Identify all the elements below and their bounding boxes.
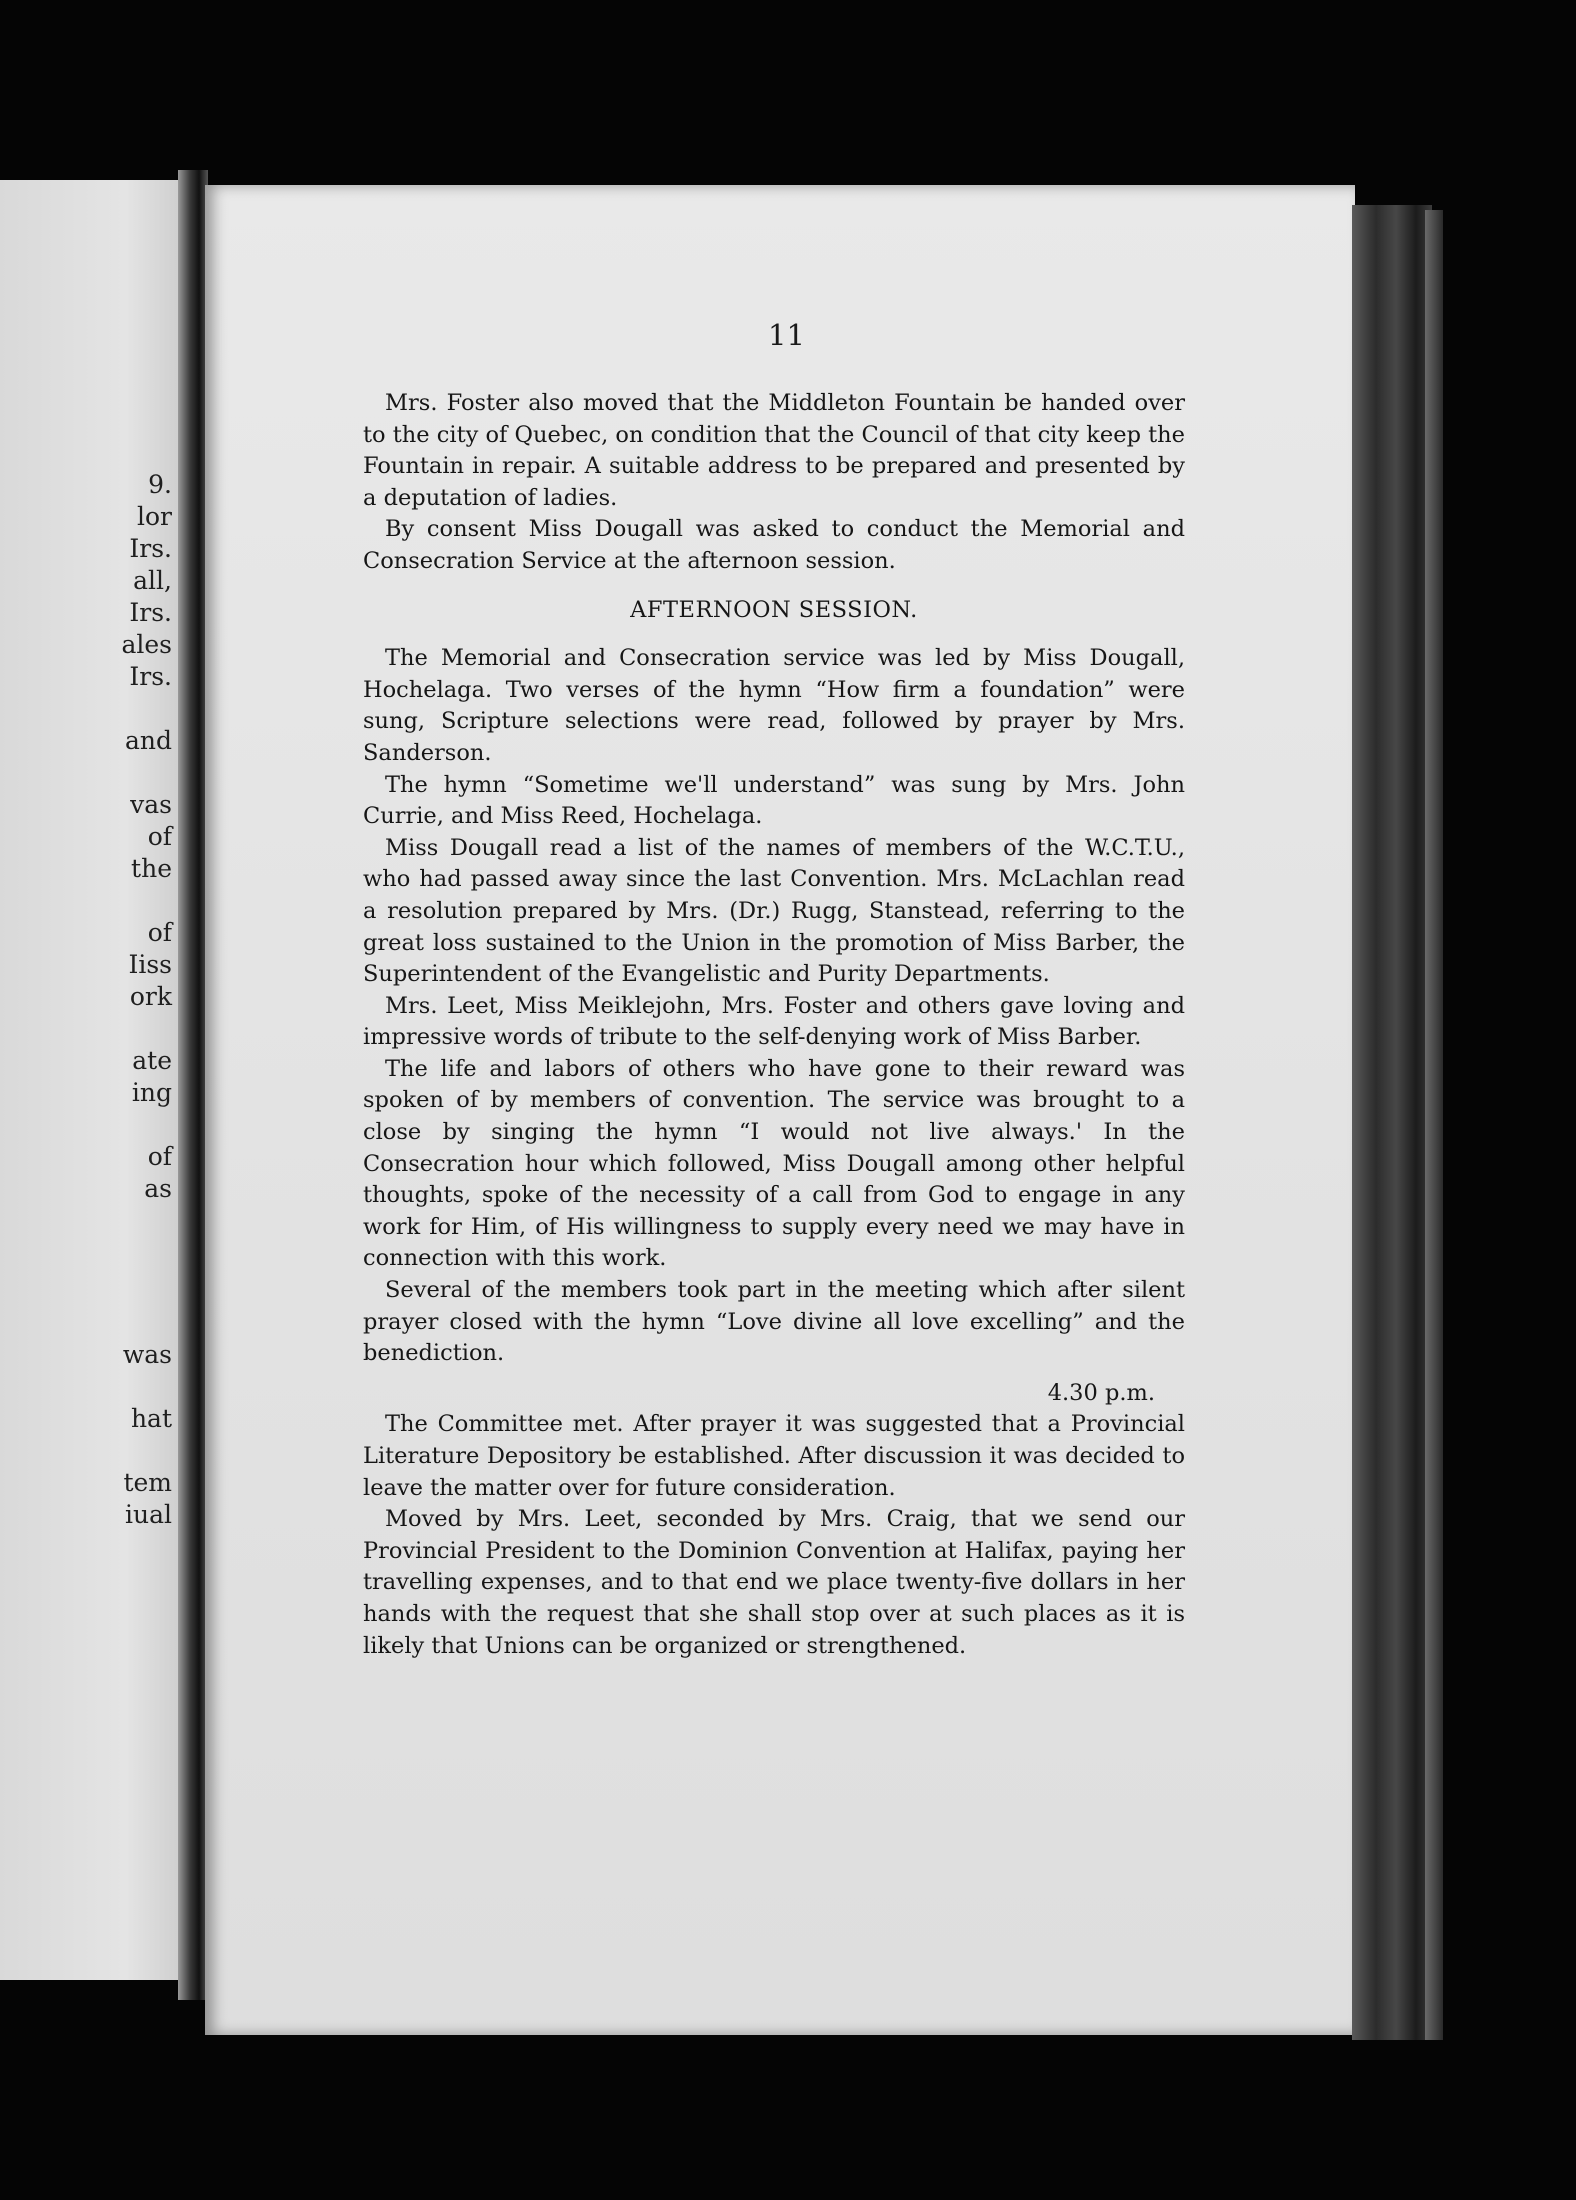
paragraph: Mrs. Leet, Miss Meiklejohn, Mrs. Foster and others gave loving and impressive words of tribute to the self-denying work of Miss Barber. xyxy=(363,992,1185,1051)
left-page-text-fragment: ales xyxy=(121,630,172,659)
previous-page xyxy=(0,180,180,1980)
paragraph: Mrs. Foster also moved that the Middleton Fountain be handed over to the city of Quebec, on condition that the Council of that city keep the Fountain in repair. A suitable address to be prepared and presented by a deputation of ladies. xyxy=(363,390,1185,511)
left-page-text-fragment: ing xyxy=(131,1078,172,1107)
left-page-text-fragment: all, xyxy=(133,566,172,595)
book-gutter xyxy=(178,170,208,2000)
left-page-text-fragment: Irs. xyxy=(129,662,172,691)
page-number: 11 xyxy=(768,318,805,352)
paragraph: Several of the members took part in the meeting which after silent prayer closed with the hymn “Love divine all love excelling” and the benediction. xyxy=(363,1277,1185,1367)
left-page-text-fragment: Iiss xyxy=(128,950,172,979)
paragraph: The Memorial and Consecration service was led by Miss Dougall, Hochelaga. Two verses of the hymn “How firm a foundation” were sung, Scripture selections were read, followed by prayer by Mrs. Sanderson. xyxy=(363,645,1185,766)
left-page-text-fragment: and xyxy=(124,726,172,755)
left-page-text-fragment: the xyxy=(131,854,172,883)
paragraph: The hymn “Sometime we'll understand” was sung by Mrs. John Currie, and Miss Reed, Hochelaga. xyxy=(363,771,1185,830)
paragraph: Miss Dougall read a list of the names of members of the W.C.T.U., who had passed away since the last Convention. Mrs. McLachlan read a resolution prepared by Mrs. (Dr.) Rugg, Stanstead, referring to the great loss sustained to the Union in the promotion of Miss Barber, the Superintendent of the Evangelistic and Purity Departments. xyxy=(363,834,1185,988)
time-marker: 4.30 p.m. xyxy=(1047,1379,1155,1406)
left-page-text-fragment: Irs. xyxy=(129,534,172,563)
left-page-text-fragment: of xyxy=(147,1142,172,1171)
section-heading: AFTERNOON SESSION. xyxy=(630,596,918,623)
left-page-text-fragment: ork xyxy=(129,982,172,1011)
left-page-text-fragment: vas xyxy=(130,790,172,819)
left-page-text-fragment: Irs. xyxy=(129,598,172,627)
paragraph: By consent Miss Dougall was asked to conduct the Memorial and Consecration Service at the afternoon session. xyxy=(363,516,1185,574)
left-page-text-fragment: ate xyxy=(132,1046,172,1075)
paragraph: Moved by Mrs. Leet, seconded by Mrs. Craig, that we send our Provincial President to the Dominion Convention at Halifax, paying her travelling expenses, and to that end we place twenty-five dollars in her hands with the request that she shall stop over at such places as it is likely that Unions can be organized or strengthened. xyxy=(363,1506,1185,1659)
page-edges xyxy=(1352,205,1432,2040)
paragraph: The Committee met. After prayer it was suggested that a Provincial Literature Depository be established. After discussion it was decided to leave the matter over for future consideration. xyxy=(363,1411,1185,1501)
left-page-text-fragment: hat xyxy=(130,1404,172,1433)
paragraph: The life and labors of others who have gone to their reward was spoken of by members of convention. The service was brought to a close by singing the hymn “I would not live always.' In the Consecration hour which followed, Miss Dougall among other helpful thoughts, spoke of the necessity of a call from God to engage in any work for Him, of His willingness to supply every need we may have in connection with this work. xyxy=(363,1055,1185,1272)
page-body xyxy=(363,388,1185,1662)
left-page-text-fragment: lor xyxy=(137,502,172,531)
left-page-text-fragment: of xyxy=(147,918,172,947)
left-page-text-fragment: was xyxy=(122,1340,172,1369)
page-edges-outer xyxy=(1425,210,1443,2040)
left-page-text-fragment: 9. xyxy=(148,470,172,499)
left-page-text-fragment: tem xyxy=(123,1468,172,1497)
left-page-text-fragment: iual xyxy=(125,1500,172,1529)
left-page-text-fragment: as xyxy=(144,1174,172,1203)
left-page-text-fragment: of xyxy=(147,822,172,851)
